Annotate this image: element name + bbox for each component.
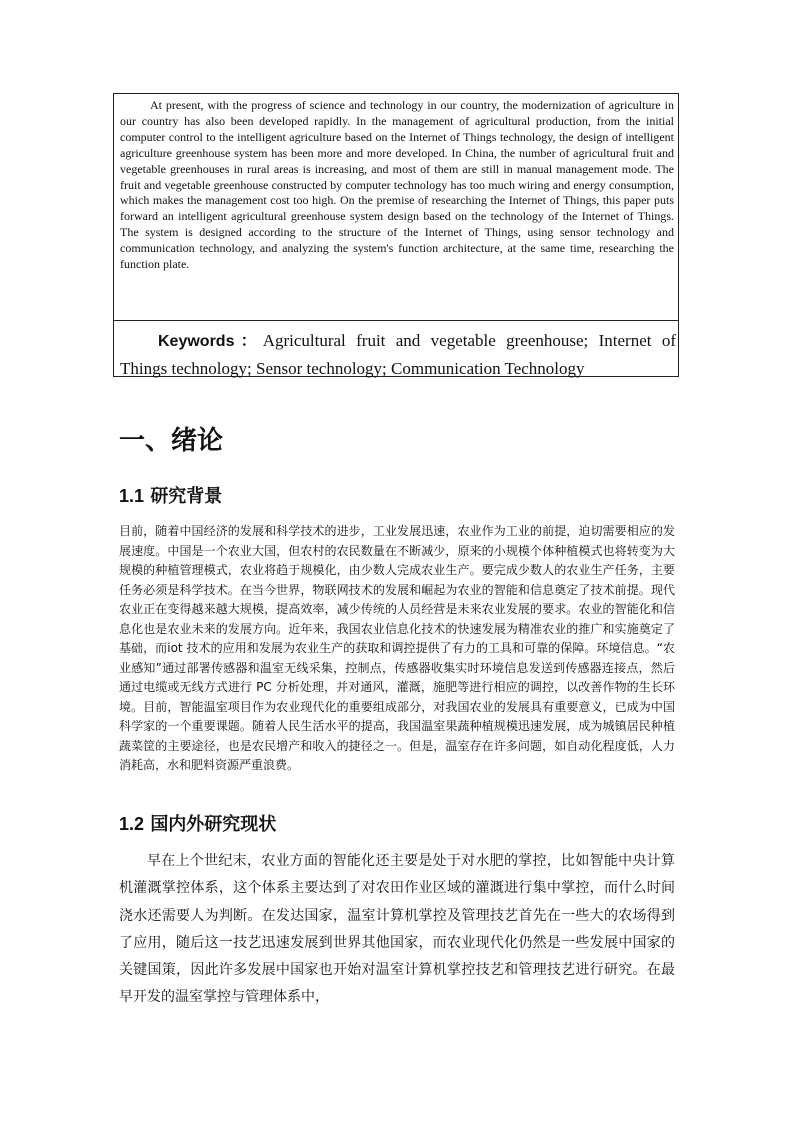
abstract-box	[113, 93, 679, 377]
section-number: 1.2	[119, 814, 145, 834]
section-1-1-paragraph: 目前，随着中国经济的发展和科学技术的进步，工业发展迅速，农业作为工业的前提，迫切需要相应的发展速度。中国是一个农业大国，但农村的农民数量在不断减少，原来的小规模个体种植模式也将转变为大规模的种植管理模式，农业将趋于规模化，由少数人完成农业生产。要完成少数人的农业生产任务，主要任务必须是科学技术。在当今世界，物联网技术的发展和崛起为农业的智能和信息奠定了技术前提。现代农业正在变得越来越大规模，提高效率，减少传统的人员经营是未来农业发展的要求。农业的智能化和信息化也是农业未来的发展方向。近年来，我国农业信息化技术的快速发展为精准农业的推广和实施奠定了基础，而iot 技术的应用和发展为农业生产的获取和调控提供了有力的工具和可靠的保障。环境信息。“农业感知”通过部署传感器和温室无线采集，控制点，传感器收集实时环境信息发送到传感器连接点，然后通过电缆或无线方式进行 PC 分析处理，并对通风，灌溉，施肥等进行相应的调控，以改善作物的生长环境。目前，智能温室项目作为农业现代化的重要组成部分，对我国农业的发展具有重要意义，已成为中国科学家的一个重要课题。随着人民生活水平的提高，我国温室果蔬种植规模迅速发展，成为城镇居民种植蔬菜筐的主要途径，也是农民增产和收入的捷径之一。但是，温室存在许多问题，如自动化程度低，人力消耗高，水和肥料资源严重浪费。	[119, 524, 675, 772]
section-1-2-paragraph: 早在上个世纪末，农业方面的智能化还主要是处于对水肥的掌控，比如智能中央计算机灌溉掌控体系，这个体系主要达到了对农田作业区域的灌溉进行集中掌控，而什么时间浇水还需要人为判断。在发达国家，温室计算机掌控及管理技艺首先在一些大的农场得到了应用，随后这一技艺迅速发展到世界其他国家，而农业现代化仍然是一些发展中国家的关键国策，因此许多发展中国家也开始对温室计算机掌控技艺和管理技艺进行研究。在最早开发的温室掌控与管理体系中，	[119, 853, 675, 1006]
chapter-title: 一、绪论	[119, 426, 224, 456]
keywords-label: Keywords：	[158, 333, 263, 350]
section-number: 1.1	[119, 486, 145, 506]
section-title: 研究背景	[150, 486, 223, 507]
section-heading-1-1	[119, 482, 222, 511]
keywords-line	[120, 327, 676, 382]
keywords-text: Agricultural fruit and vegetable greenhouse; Internet of Things technology; Sensor technology; Communication Technology	[120, 331, 676, 378]
abstract-text: At present, with the progress of science and technology in our country, the modernization of agriculture in our country has also been developed rapidly. In the management of agricultural production, from the initial computer control to the intelligent agriculture based on the Internet of Things technology, the design of intelligent agriculture greenhouse system has been more and more developed. In China, the number of agricultural fruit and vegetable greenhouses in rural areas is increasing, and most of them are still in manual management mode. The fruit and vegetable greenhouse constructed by computer technology has too much wiring and energy consumption, which makes the management cost too high. On the premise of researching the Internet of Things, this paper puts forward an intelligent agricultural greenhouse system design based on the technology of the Internet of Things. The system is designed according to the structure of the Internet of Things, using sensor technology and communication technology, and analyzing the system's function architecture, at the same time, researching the function plate.	[120, 98, 674, 272]
section-heading-1-2	[119, 810, 276, 839]
section-title: 国内外研究现状	[150, 814, 277, 835]
abstract-divider	[114, 320, 678, 321]
